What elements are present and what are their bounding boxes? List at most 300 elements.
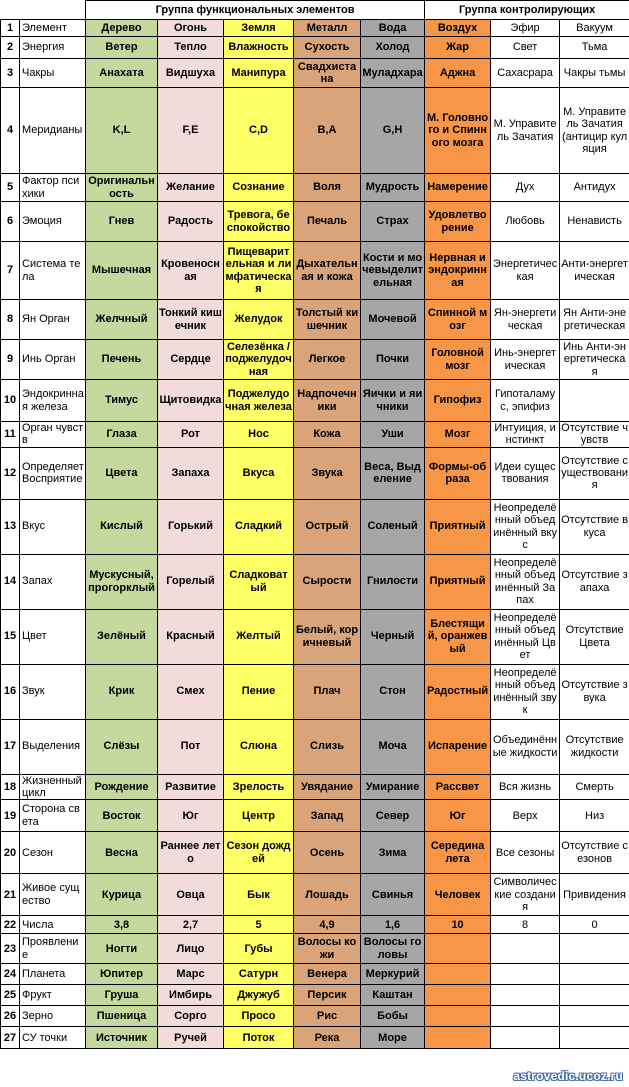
row-name: Выделения: [20, 719, 86, 774]
cell-zemlya: Бык: [224, 874, 294, 916]
cell-zemlya: Поток: [224, 1027, 294, 1049]
cell-efir: Любовь: [491, 202, 560, 242]
cell-efir: Сахасрара: [491, 59, 560, 88]
cell-ogon: Запаха: [158, 447, 224, 499]
table-row: [1, 499, 629, 554]
cell-zemlya: Нос: [224, 422, 294, 448]
cell-derevo: Рождение: [86, 774, 158, 800]
cell-voda: Уши: [361, 422, 425, 448]
cell-metall: Толстый кишечник: [294, 300, 361, 340]
row-number: 22: [1, 916, 20, 934]
cell-ogon: Сердце: [158, 340, 224, 380]
cell-derevo: Пшеница: [86, 1006, 158, 1027]
cell-metall: B,A: [294, 88, 361, 174]
row-name: Цвет: [20, 609, 86, 664]
cell-vozduh: Жар: [425, 37, 491, 59]
cell-efir: Свет: [491, 37, 560, 59]
cell-zemlya: Пение: [224, 664, 294, 719]
row-number: 11: [1, 422, 20, 448]
cell-metall: Запад: [294, 800, 361, 832]
row-number: 17: [1, 719, 20, 774]
cell-vozduh: Блестящий, оранжевый: [425, 609, 491, 664]
row-name: Инь Орган: [20, 340, 86, 380]
cell-vozduh: [425, 1006, 491, 1027]
row-name: Ян Орган: [20, 300, 86, 340]
table-row: [1, 1027, 629, 1049]
cell-derevo: Весна: [86, 832, 158, 874]
cell-metall: Плач: [294, 664, 361, 719]
cell-metall: Печаль: [294, 202, 361, 242]
cell-vozduh: [425, 985, 491, 1006]
cell-metall: Сухость: [294, 37, 361, 59]
cell-zemlya: Сладкий: [224, 499, 294, 554]
row-name: Орган чувств: [20, 422, 86, 448]
cell-zemlya: Сознание: [224, 174, 294, 202]
table-row: [1, 340, 629, 380]
cell-zemlya: Пищеварительная и лимфатическая: [224, 242, 294, 300]
group-control-header: Группа контролирующих: [425, 1, 629, 20]
cell-vakuum: Отсутствие звука: [560, 664, 629, 719]
row-name: Живое существо: [20, 874, 86, 916]
row-name: Числа: [20, 916, 86, 934]
cell-ogon: Рот: [158, 422, 224, 448]
row-name: Фрукт: [20, 985, 86, 1006]
cell-vakuum: [560, 1006, 629, 1027]
row-number: 21: [1, 874, 20, 916]
cell-vozduh: Нервная и эндокринная: [425, 242, 491, 300]
cell-vakuum: Отсутствие Цвета: [560, 609, 629, 664]
row-name: Проявление: [20, 934, 86, 964]
cell-voda: Север: [361, 800, 425, 832]
row-name: Чакры: [20, 59, 86, 88]
cell-efir: Ян-энергетическая: [491, 300, 560, 340]
table-row: [1, 609, 629, 664]
cell-vozduh: Головной мозг: [425, 340, 491, 380]
cell-derevo: Зелёный: [86, 609, 158, 664]
cell-zemlya: Джужуб: [224, 985, 294, 1006]
table-row: [1, 774, 629, 800]
cell-ogon: Щитовидка: [158, 380, 224, 422]
cell-ogon: Горький: [158, 499, 224, 554]
cell-ogon: Пот: [158, 719, 224, 774]
table-row: [1, 380, 629, 422]
cell-efir: Энергетическая: [491, 242, 560, 300]
cell-vakuum: Привидения: [560, 874, 629, 916]
cell-vakuum: Вакуум: [560, 20, 629, 37]
cell-vakuum: Тьма: [560, 37, 629, 59]
cell-vakuum: [560, 964, 629, 985]
cell-voda: Гнилости: [361, 554, 425, 609]
cell-efir: 8: [491, 916, 560, 934]
cell-vozduh: Юг: [425, 800, 491, 832]
row-number: 24: [1, 964, 20, 985]
cell-vakuum: Смерть: [560, 774, 629, 800]
table-row: [1, 88, 629, 174]
cell-efir: Интуиция, инстинкт: [491, 422, 560, 448]
cell-efir: Неопределённый объединённый звук: [491, 664, 560, 719]
cell-zemlya: Желудок: [224, 300, 294, 340]
cell-ogon: Сорго: [158, 1006, 224, 1027]
cell-efir: Все сезоны: [491, 832, 560, 874]
cell-metall: Белый, коричневый: [294, 609, 361, 664]
cell-efir: [491, 1027, 560, 1049]
cell-zemlya: Слюна: [224, 719, 294, 774]
cell-derevo: Дерево: [86, 20, 158, 37]
cell-metall: Венера: [294, 964, 361, 985]
cell-ogon: Лицо: [158, 934, 224, 964]
cell-derevo: Кислый: [86, 499, 158, 554]
header-row: [1, 1, 629, 20]
cell-zemlya: Селезёнка /поджелудочная: [225, 341, 292, 378]
row-number: 10: [1, 380, 20, 422]
row-number: 20: [1, 832, 20, 874]
cell-derevo: Цвета: [86, 447, 158, 499]
cell-metall: 4,9: [294, 916, 361, 934]
cell-vakuum: Отсутствие чувств: [561, 422, 628, 447]
cell-metall: Надпочечники: [294, 380, 361, 422]
cell-derevo: Гнев: [86, 202, 158, 242]
row-name: Система тела: [20, 242, 86, 300]
table-row: [1, 37, 629, 59]
cell-derevo: Курица: [86, 874, 158, 916]
cell-derevo: Желчный: [86, 300, 158, 340]
cell-vakuum: Ненависть: [560, 202, 629, 242]
cell-ogon: Ручей: [158, 1027, 224, 1049]
cell-voda: Зима: [361, 832, 425, 874]
cell-vakuum: Антидух: [560, 174, 629, 202]
cell-derevo: Анахата: [86, 59, 158, 88]
cell-zemlya: Вкуса: [224, 447, 294, 499]
cell-ogon: Видшуха: [158, 59, 224, 88]
cell-voda: Муладхара: [361, 59, 425, 88]
cell-vakuum: Низ: [560, 800, 629, 832]
table-row: [1, 447, 629, 499]
table-row: [1, 934, 629, 964]
cell-efir: Объединённые жидкости: [491, 719, 560, 774]
cell-vozduh: Радостный: [425, 664, 491, 719]
row-number: 5: [1, 174, 20, 202]
table-row: [1, 664, 629, 719]
cell-voda: 1,6: [361, 916, 425, 934]
cell-metall: Металл: [294, 20, 361, 37]
cell-efir: Неопределённый объединённый Цвет: [491, 609, 560, 664]
cell-metall: Осень: [294, 832, 361, 874]
cell-derevo: Тимус: [86, 380, 158, 422]
cell-vozduh: Середина лета: [425, 832, 491, 874]
cell-voda: Черный: [361, 609, 425, 664]
cell-metall: Воля: [294, 174, 361, 202]
cell-vakuum: Отсутствие сезонов: [560, 832, 629, 874]
table-row: [1, 20, 629, 37]
cell-metall: Река: [294, 1027, 361, 1049]
table-row: [1, 874, 629, 916]
cell-metall: Лошадь: [294, 874, 361, 916]
cell-metall: Сырости: [294, 554, 361, 609]
cell-vozduh: Человек: [425, 874, 491, 916]
cell-ogon: F,E: [158, 88, 224, 174]
cell-zemlya: 5: [224, 916, 294, 934]
cell-metall: Свадхистана: [294, 59, 361, 88]
cell-vozduh: [425, 1027, 491, 1049]
cell-zemlya: Центр: [224, 800, 294, 832]
cell-ogon: Овца: [158, 874, 224, 916]
cell-voda: Море: [361, 1027, 425, 1049]
cell-efir: Инь-энергетическая: [491, 340, 560, 380]
cell-vakuum: Ян Анти-энергетическая: [560, 300, 629, 340]
row-number: 7: [1, 242, 20, 300]
cell-vozduh: Воздух: [425, 20, 491, 37]
row-number: 6: [1, 202, 20, 242]
cell-metall: Острый: [294, 499, 361, 554]
row-name: Элемент: [20, 20, 86, 37]
cell-voda: Бобы: [361, 1006, 425, 1027]
cell-derevo: Печень: [86, 340, 158, 380]
cell-ogon: Кровеносная: [158, 242, 224, 300]
table-row: [1, 832, 629, 874]
row-number: 9: [1, 340, 20, 380]
cell-derevo: 3,8: [86, 916, 158, 934]
cell-vozduh: Испарение: [425, 719, 491, 774]
cell-derevo: Ветер: [86, 37, 158, 59]
row-name: Эмоция: [20, 202, 86, 242]
row-number: 23: [1, 934, 20, 964]
row-number: 3: [1, 59, 20, 88]
row-number: 15: [1, 609, 20, 664]
cell-voda: Моча: [361, 719, 425, 774]
cell-vozduh: Аджна: [425, 59, 491, 88]
cell-voda: Мочевой: [361, 300, 425, 340]
table-row: [1, 554, 629, 609]
cell-derevo: Источник: [86, 1027, 158, 1049]
cell-efir: М. Управитель Зачатия: [491, 88, 560, 174]
cell-voda: Мудрость: [361, 174, 425, 202]
cell-voda: Волосы головы: [361, 934, 425, 964]
cell-derevo: Ногти: [86, 934, 158, 964]
cell-zemlya: Тревога, беспокойство: [224, 202, 294, 242]
cell-derevo: Груша: [86, 985, 158, 1006]
table-row: [1, 916, 629, 934]
cell-zemlya: Манипура: [224, 59, 294, 88]
row-name: Планета: [20, 964, 86, 985]
cell-ogon: Юг: [158, 800, 224, 832]
cell-zemlya: Просо: [224, 1006, 294, 1027]
cell-voda: Умирание: [361, 774, 425, 800]
cell-vakuum: [560, 380, 629, 422]
cell-zemlya: Сезон дождей: [224, 832, 294, 874]
cell-vozduh: 10: [425, 916, 491, 934]
cell-derevo: Мускусный, прогорклый: [86, 554, 158, 609]
row-number: 13: [1, 499, 20, 554]
cell-efir: Символические создания: [491, 874, 560, 916]
cell-ogon: Имбирь: [158, 985, 224, 1006]
cell-metall: Волосы кожи: [294, 934, 361, 964]
cell-ogon: Смех: [158, 664, 224, 719]
cell-derevo: Слёзы: [86, 719, 158, 774]
cell-voda: Каштан: [361, 985, 425, 1006]
row-number: 1: [1, 20, 20, 37]
table-row: [1, 422, 629, 448]
cell-vozduh: Спинной мозг: [425, 300, 491, 340]
row-number: 14: [1, 554, 20, 609]
cell-ogon: Горелый: [158, 554, 224, 609]
cell-vakuum: Отсутствие запаха: [560, 554, 629, 609]
cell-vakuum: [560, 1027, 629, 1049]
cell-vozduh: [425, 964, 491, 985]
row-number: 4: [1, 88, 20, 174]
cell-zemlya: Сладковатый: [224, 554, 294, 609]
cell-ogon: Тонкий кишечник: [158, 300, 224, 340]
cell-efir: Эфир: [491, 20, 560, 37]
cell-efir: Гипоталамус, эпифиз: [491, 380, 560, 422]
cell-metall: Увядание: [294, 774, 361, 800]
cell-voda: Веса, Выделение: [361, 447, 425, 499]
cell-efir: Неопределённый объединённый Запах: [491, 554, 560, 609]
row-number: 16: [1, 664, 20, 719]
cell-ogon: Развитие: [158, 774, 224, 800]
table-row: [1, 1006, 629, 1027]
cell-vozduh: Рассвет: [425, 774, 491, 800]
cell-voda: Соленый: [361, 499, 425, 554]
cell-efir: [491, 934, 560, 964]
cell-ogon: Огонь: [158, 20, 224, 37]
cell-metall: Дыхательная и кожа: [294, 242, 361, 300]
row-name: Запах: [20, 554, 86, 609]
row-number: 25: [1, 985, 20, 1006]
row-number: 27: [1, 1027, 20, 1049]
cell-ogon: Марс: [158, 964, 224, 985]
row-name: Вкус: [20, 499, 86, 554]
cell-derevo: Мышечная: [86, 242, 158, 300]
group-functional-header: Группа функциональных элементов: [86, 1, 425, 20]
cell-ogon: Красный: [158, 609, 224, 664]
cell-metall: Легкое: [294, 340, 361, 380]
cell-vakuum: [560, 985, 629, 1006]
row-number: 12: [1, 447, 20, 499]
cell-derevo: K,L: [86, 88, 158, 174]
cell-derevo: Крик: [86, 664, 158, 719]
cell-vozduh: Гипофиз: [425, 380, 491, 422]
cell-voda: Почки: [361, 340, 425, 380]
table-row: [1, 300, 629, 340]
cell-zemlya: Губы: [224, 934, 294, 964]
row-number: 26: [1, 1006, 20, 1027]
cell-zemlya: C,D: [224, 88, 294, 174]
row-name: Зерно: [20, 1006, 86, 1027]
cell-efir: [491, 1006, 560, 1027]
row-number: 8: [1, 300, 20, 340]
row-name: Жизненный цикл: [20, 774, 86, 800]
cell-vakuum: Анти-энергетическая: [560, 242, 629, 300]
cell-vozduh: Формы-образа: [425, 447, 491, 499]
cell-derevo: Восток: [86, 800, 158, 832]
cell-metall: Рис: [294, 1006, 361, 1027]
cell-vakuum: Чакры тьмы: [560, 59, 629, 88]
cell-metall: Звука: [294, 447, 361, 499]
cell-metall: Слизь: [294, 719, 361, 774]
row-number: 18: [1, 774, 20, 800]
cell-derevo: Юпитер: [86, 964, 158, 985]
cell-efir: [491, 985, 560, 1006]
cell-voda: Страх: [361, 202, 425, 242]
cell-voda: Стон: [361, 664, 425, 719]
cell-vozduh: Удовлетворение: [425, 202, 491, 242]
table-row: [1, 59, 629, 88]
cell-efir: Верх: [491, 800, 560, 832]
table-row: [1, 985, 629, 1006]
cell-vakuum: 0: [560, 916, 629, 934]
cell-zemlya: Поджелудочная железа: [224, 380, 294, 422]
cell-ogon: Радость: [158, 202, 224, 242]
cell-vakuum: [560, 934, 629, 964]
site-watermark: astrovedic.ucoz.ru: [513, 1069, 623, 1083]
cell-derevo: Глаза: [86, 422, 158, 448]
row-name: Звук: [20, 664, 86, 719]
cell-vozduh: М. Головного и Спинного мозга: [425, 88, 491, 174]
cell-vakuum: Отсутствие жидкости: [560, 719, 629, 774]
table-row: [1, 242, 629, 300]
table-row: [1, 964, 629, 985]
cell-vozduh: [425, 934, 491, 964]
row-name: Фактор психики: [20, 174, 86, 202]
cell-vakuum: Отсутствие существования: [560, 447, 629, 499]
row-number: 2: [1, 37, 20, 59]
cell-metall: Кожа: [294, 422, 361, 448]
cell-voda: Вода: [361, 20, 425, 37]
cell-voda: Кости и мочевыделительная: [361, 242, 425, 300]
cell-efir: Вся жизнь: [491, 774, 560, 800]
cell-efir: Идеи существования: [491, 447, 560, 499]
cell-efir: Неопределённый объединённый вкус: [491, 499, 560, 554]
header-blank: [1, 1, 86, 20]
cell-derevo: Оригинальность: [86, 174, 158, 202]
cell-vozduh: Мозг: [425, 422, 491, 448]
row-name: Сезон: [20, 832, 86, 874]
row-name: Определяет Восприятие: [20, 447, 86, 499]
row-name: Эндокринная железа: [20, 380, 86, 422]
cell-metall: Персик: [294, 985, 361, 1006]
cell-efir: Дух: [491, 174, 560, 202]
cell-voda: Свинья: [361, 874, 425, 916]
cell-voda: Холод: [361, 37, 425, 59]
cell-zemlya: Влажность: [224, 37, 294, 59]
cell-vozduh: Намерение: [425, 174, 491, 202]
row-name: Энергия: [20, 37, 86, 59]
cell-voda: G,H: [361, 88, 425, 174]
table-row: [1, 202, 629, 242]
row-name: Меридианы: [20, 88, 86, 174]
cell-voda: Яички и яичники: [361, 380, 425, 422]
row-number: 19: [1, 800, 20, 832]
table-row: [1, 719, 629, 774]
cell-ogon: Раннее лето: [158, 832, 224, 874]
cell-zemlya: Сатурн: [224, 964, 294, 985]
cell-ogon: Желание: [158, 174, 224, 202]
cell-voda: Меркурий: [361, 964, 425, 985]
cell-ogon: 2,7: [158, 916, 224, 934]
table-row: [1, 800, 629, 832]
table-row: [1, 174, 629, 202]
row-name: СУ точки: [20, 1027, 86, 1049]
cell-ogon: Тепло: [158, 37, 224, 59]
cell-zemlya: Земля: [224, 20, 294, 37]
cell-vozduh: Приятный: [425, 554, 491, 609]
cell-vakuum: Отсутствие вкуса: [560, 499, 629, 554]
row-name: Сторона света: [20, 800, 86, 832]
cell-vakuum: М. Управитель Зачатия (антицир куляция: [560, 88, 629, 174]
cell-zemlya: Желтый: [224, 609, 294, 664]
cell-vakuum: Инь Анти-энергетическая: [560, 340, 629, 380]
cell-vozduh: Приятный: [425, 499, 491, 554]
